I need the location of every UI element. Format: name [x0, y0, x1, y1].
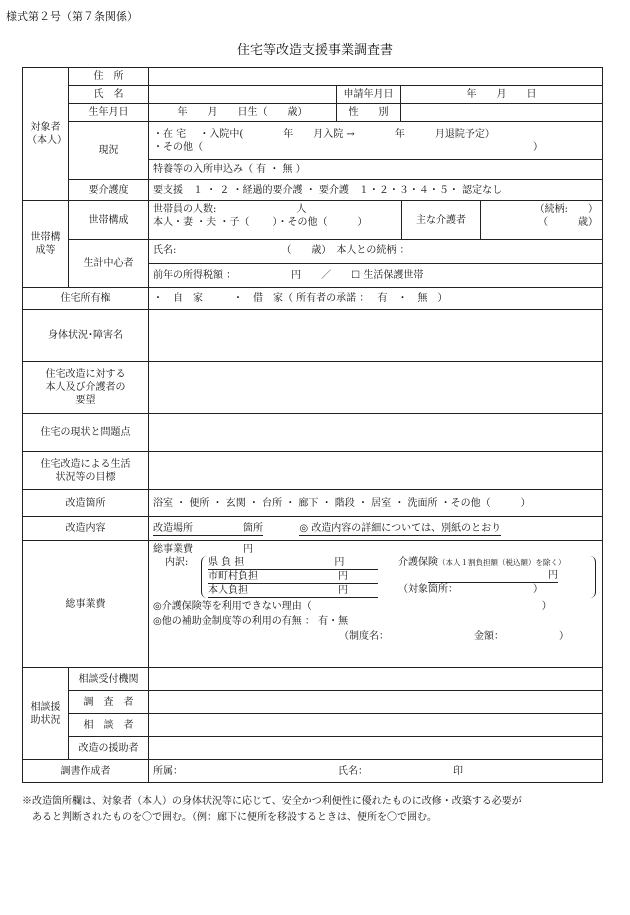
care-label: 要介護度	[69, 180, 149, 201]
breakdown-box	[201, 556, 384, 598]
condition-label	[23, 310, 149, 362]
name-field[interactable]	[149, 86, 337, 104]
status-label: 現況	[69, 122, 149, 180]
page-title: 住宅等改造支援事業調査書	[236, 43, 393, 58]
problem-field[interactable]	[149, 414, 603, 452]
household-group-label	[23, 201, 69, 288]
content-detail: ◎ 改造内容の詳細については、別紙のとおり	[299, 522, 502, 534]
ownership-label: 住宅所有権	[23, 288, 149, 310]
insurance-label: 介護保険	[398, 557, 438, 568]
facility-line[interactable]: 特養等の入所申込み（ 有 ・ 無 ）	[149, 160, 603, 180]
insurance-yen: 円	[428, 569, 558, 583]
goal-label	[23, 452, 149, 490]
household-group-text: 世帯構 成等	[30, 232, 61, 256]
consultation-group-label	[23, 668, 69, 760]
prefecture-line: 県 負 担 円	[208, 556, 378, 570]
consult-item-3: 改造の援助者	[69, 737, 149, 760]
author-label: 調書作成者	[23, 760, 149, 783]
breakdown-label: 内訳:	[165, 557, 189, 568]
caregiver-box[interactable]	[481, 201, 602, 239]
author-value[interactable]: 所属： 氏名： 印	[149, 760, 603, 783]
self-line: 本人負担 円	[208, 584, 378, 598]
other-subsidy: ◎他の補助金制度等の利用の有無 ： 有・無	[153, 616, 349, 627]
content-label: 改造内容	[23, 517, 149, 541]
consult-field-3[interactable]	[149, 737, 603, 760]
municipality-line: 市町村負担 円	[208, 570, 378, 584]
subject-group-label	[23, 68, 69, 201]
consult-field-1[interactable]	[149, 691, 603, 714]
composition-cell	[149, 201, 603, 240]
care-value[interactable]: 要支援 １ ・ ２ ・経過的要介護 ・ 要介護 １・２・３・４・５・ 認定なし	[149, 180, 603, 201]
problem-label	[23, 414, 149, 452]
consult-item-1: 調 査 者	[69, 691, 149, 714]
ownership-value[interactable]: ・ 自 家 ・ 借 家（ 所有者の承諾 ： 有 ・ 無 ）	[149, 288, 603, 310]
content-place: 改造場所 箇所	[153, 522, 263, 534]
birth-label: 生年月日	[69, 104, 149, 122]
consultation-group-text: 相談援 助状況	[30, 701, 61, 726]
members-types: 本人・妻 ・夫 ・子（ ）・その他（ ）	[153, 217, 368, 228]
status-value[interactable]	[149, 122, 603, 160]
total-cost-value[interactable]	[149, 541, 603, 668]
breadwinner-name-line: 氏名: （ 歳） 本人との続柄 ：	[149, 241, 602, 264]
condition-label-text: 身体状況･障害名	[48, 330, 123, 341]
footnote: ※改造箇所欄は、対象者（本人）の身体状況等に応じて、安全かつ利便性に優れたものに改修・改築する必要が あると判断されたものを〇で囲む。（例：廊下に便所を移設するときは、便所を〇で囲む。	[22, 796, 522, 823]
total-line: 総事業費 円	[153, 544, 253, 555]
condition-field[interactable]	[149, 310, 603, 362]
places-value[interactable]: 浴室 ・ 便所 ・ 玄関 ・ 台所 ・ 廊下 ・ 階段 ・ 居室 ・ 洗面所 ・その他（ ）	[149, 490, 603, 517]
birth-value[interactable]: 年 月 日生（ 歳）	[149, 104, 337, 122]
survey-form-table	[22, 67, 603, 783]
income-line: 前年の所得税額 ： 円 ／ ☐ 生活保護世帯	[153, 269, 424, 281]
places-label: 改造箇所	[23, 490, 149, 517]
goal-field[interactable]	[149, 452, 603, 490]
insurance-note: （本人１割負担額（税込額）を除く）	[438, 558, 566, 567]
request-label-text: 住宅改造に対する 本人及び介護者の 要望	[45, 369, 126, 406]
consult-field-0[interactable]	[149, 668, 603, 691]
system-name: （制度名： 金額： ）	[339, 631, 569, 642]
caregiver-age: （ 歳）	[538, 217, 598, 228]
breadwinner-label: 生計中心者	[69, 240, 149, 288]
caregiver-label: 主な介護者	[402, 201, 481, 239]
breadwinner-cell[interactable]	[149, 240, 603, 288]
status-line-2: ・その他（ ）	[153, 141, 543, 153]
form-number: 様式第２号（第７条関係）	[6, 10, 138, 23]
target-place: （対象箇所： ）	[398, 584, 543, 595]
request-field[interactable]	[149, 362, 603, 414]
caregiver-relation: （続柄: ）	[534, 204, 598, 215]
members-box[interactable]	[149, 201, 402, 239]
total-cost-label: 総事業費	[23, 541, 149, 668]
consult-field-2[interactable]	[149, 714, 603, 737]
request-label	[23, 362, 149, 414]
address-field[interactable]	[149, 68, 603, 86]
address-label: 住 所	[69, 68, 149, 86]
members-count: 世帯員の人数: 人	[153, 204, 307, 215]
apply-date-label: 申請年月日	[337, 86, 401, 104]
name-label: 氏 名	[69, 86, 149, 104]
consult-item-2: 相 談 者	[69, 714, 149, 737]
consult-item-0: 相談受付機関	[69, 668, 149, 691]
no-insurance-reason: ◎介護保険等を利用できない理由（ ）	[153, 601, 552, 612]
subject-group-text: 対象者 （本人）	[27, 122, 67, 146]
composition-label: 世帯構成	[69, 201, 149, 240]
apply-date-value[interactable]: 年 月 日	[401, 86, 603, 104]
insurance-box	[384, 556, 596, 598]
goal-label-text: 住宅改造による生活 状況等の目標	[40, 458, 131, 483]
problem-label-text: 住宅の現状と問題点	[40, 427, 131, 438]
sex-label: 性 別	[337, 104, 401, 122]
status-line-1: ・在 宅 ・入院中( 年 月入院 → 年 月退院予定）	[153, 128, 495, 140]
sex-field[interactable]	[401, 104, 603, 122]
content-value[interactable]	[149, 517, 603, 541]
